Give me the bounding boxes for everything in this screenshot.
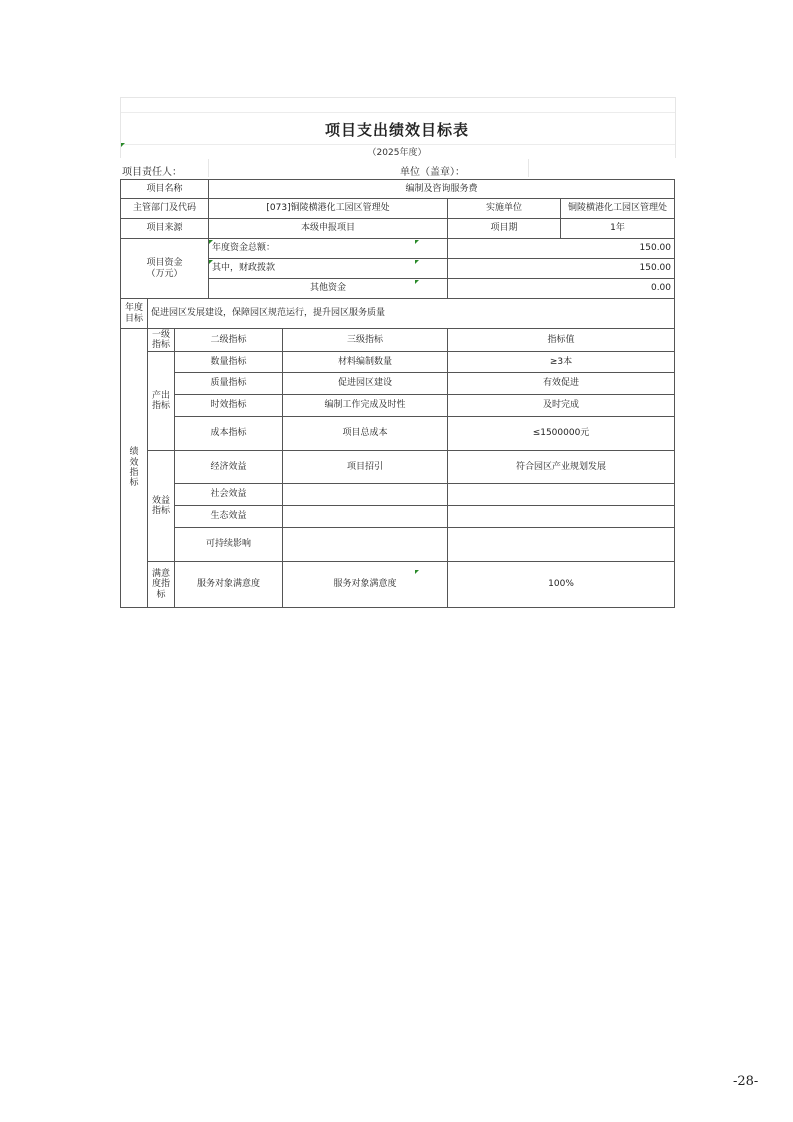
grid-line [121,112,675,113]
period-label: 项目期 [448,219,561,239]
perf-label-char: 指 [129,468,139,478]
value-cell [448,506,675,528]
level3-cell: 促进园区建设 [283,373,448,395]
value-cell: ≥3本 [448,352,675,373]
table-row [121,506,675,528]
level2-cell: 数量指标 [175,352,283,373]
table-row [121,199,675,219]
source-value: 本级申报项目 [209,219,448,239]
level3-cell: 项目总成本 [283,417,448,451]
dept-label: 主管部门及代码 [121,199,209,219]
source-label: 项目来源 [121,219,209,239]
impl-label: 实施单位 [448,199,561,219]
level2-cell: 社会效益 [175,484,283,506]
responsible-label: 项目责任人： [122,167,182,178]
period-value: 1年 [561,219,675,239]
fund-total-label: 年度资金总额： [209,239,448,259]
cell-comment-marker [415,570,419,574]
table-row [121,562,675,608]
grid-line [208,159,209,177]
year-label: （2025年度） [367,148,427,158]
project-name-label: 项目名称 [121,180,209,199]
table-row [121,299,675,329]
value-cell: ≤1500000元 [448,417,675,451]
level2-cell: 可持续影响 [175,528,283,562]
satisfaction-label-line: 标 [156,589,166,600]
fund-label [121,239,209,299]
value-cell [448,528,675,562]
perf-label-char: 标 [129,478,139,489]
table-row [121,451,675,484]
value-cell: 有效促进 [448,373,675,395]
level2-cell: 服务对象满意度 [175,562,283,608]
benefit-label [148,451,175,562]
value-header: 指标值 [448,329,675,352]
level2-cell: 经济效益 [175,451,283,484]
satisfaction-label [148,562,175,608]
satisfaction-label-line: 度指 [151,579,170,590]
benefit-label-line: 效益 [151,495,170,506]
table-row [121,373,675,395]
cell-comment-marker [415,240,419,244]
level2-header: 二级指标 [175,329,283,352]
performance-table [120,179,675,608]
fund-label-unit: （万元） [146,268,183,279]
level3-cell: 服务对象满意度 [283,562,448,608]
table-row [121,484,675,506]
value-cell: 符合园区产业规划发展 [448,451,675,484]
page-title: 项目支出绩效目标表 [324,121,469,139]
fund-fiscal-label: 其中，财政拨款 [209,259,448,279]
level3-header: 三级指标 [283,329,448,352]
cell-comment-marker [415,260,419,264]
level3-cell [283,506,448,528]
level2-cell: 生态效益 [175,506,283,528]
fund-fiscal-value: 150.00 [448,259,675,279]
level2-cell: 质量指标 [175,373,283,395]
level1-header-line: 指标 [151,340,170,350]
value-cell: 及时完成 [448,395,675,417]
dept-value: [073]铜陵横港化工园区管理处 [209,199,448,219]
table-row [121,219,675,239]
goal-label-line: 目标 [124,313,143,324]
table-row [121,417,675,451]
fund-label-line: 项目资金 [146,258,183,269]
table-row [121,528,675,562]
unit-label: 单位（盖章）： [400,167,465,178]
perf-label-char: 效 [129,457,139,468]
benefit-label-line: 指标 [151,506,170,516]
level3-cell: 编制工作完成及时性 [283,395,448,417]
table-row [121,239,675,259]
impl-value: 铜陵横港化工园区管理处 [561,199,675,219]
page-number: -28- [733,1074,759,1089]
level3-cell [283,528,448,562]
level1-header [148,329,175,352]
table-row [121,180,675,199]
level2-cell: 时效指标 [175,395,283,417]
cell-comment-marker [209,260,213,264]
level3-cell [283,484,448,506]
perf-label-char: 绩 [129,447,139,458]
table-row [121,329,675,352]
fund-total-value: 150.00 [448,239,675,259]
goal-label [121,299,148,329]
level3-cell: 项目招引 [283,451,448,484]
level1-header-line: 一级 [151,329,170,340]
satisfaction-label-line: 满意 [151,568,170,579]
fund-other-value: 0.00 [448,279,675,299]
value-cell [448,484,675,506]
cell-comment-marker [209,240,213,244]
table-row [121,352,675,373]
cell-comment-marker [121,143,125,147]
level3-cell: 材料编制数量 [283,352,448,373]
project-name-value: 编制及咨询服务费 [209,180,675,199]
perf-label [121,329,148,608]
value-cell: 100% [448,562,675,608]
output-label-line: 产出 [151,390,170,401]
fund-other-label: 其他资金 [209,279,448,299]
cell-comment-marker [415,280,419,284]
table-row [121,395,675,417]
level2-cell: 成本指标 [175,417,283,451]
goal-label-line: 年度 [124,303,143,314]
goal-value: 促进园区发展建设，保障园区规范运行，提升园区服务质量 [148,299,675,329]
output-label [148,352,175,451]
output-label-line: 指标 [151,401,170,411]
grid-line [528,159,529,177]
